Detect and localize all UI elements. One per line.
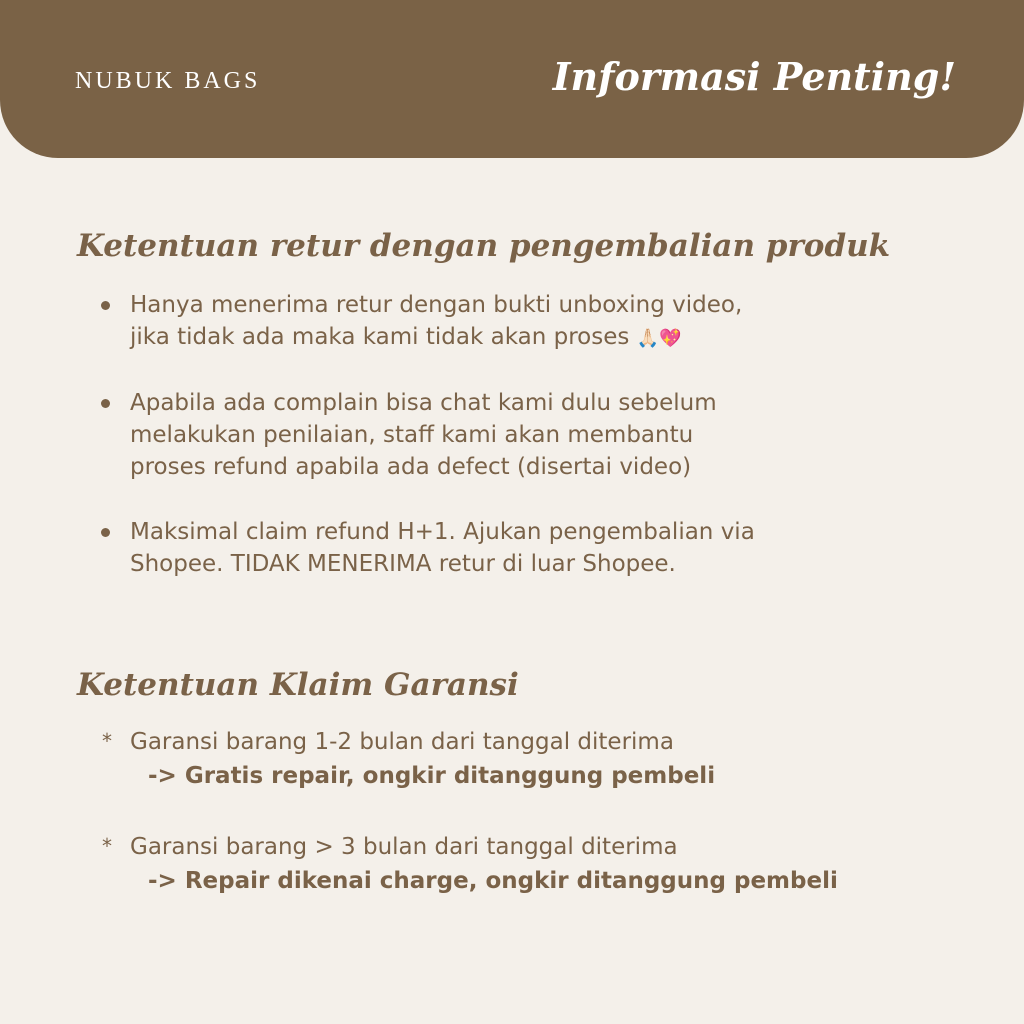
bullet-dot-icon — [101, 399, 110, 408]
warranty-condition: Garansi barang 1-2 bulan dari tanggal diterima — [130, 729, 674, 755]
warranty-terms: -> Repair dikenai charge, ongkir ditanggung pembeli — [148, 868, 838, 894]
rule-line: Shopee. TIDAK MENERIMA retur di luar Shopee. — [130, 551, 676, 577]
page-title: Informasi Penting! — [552, 54, 956, 99]
returns-rule — [130, 387, 950, 483]
warranty-item — [102, 830, 990, 898]
rule-line-text: jika tidak ada maka kami tidak akan proses — [130, 324, 630, 350]
returns-rule — [130, 289, 950, 355]
bullet-dot-icon — [101, 528, 110, 537]
returns-section-title: Ketentuan retur dengan pengembalian produk — [77, 228, 891, 264]
warranty-item — [102, 725, 990, 793]
header-banner — [0, 0, 1024, 158]
warranty-section-title: Ketentuan Klaim Garansi — [77, 667, 519, 703]
rule-line: melakukan penilaian, staff kami akan membantu — [130, 422, 694, 448]
asterisk-icon: * — [102, 729, 112, 753]
bullet-dot-icon — [101, 301, 110, 310]
rule-line: proses refund apabila ada defect (disertai video) — [130, 454, 692, 480]
pray-heart-emoji-icon: 🙏🏻💖 — [636, 328, 682, 349]
rule-line: Apabila ada complain bisa chat kami dulu sebelum — [130, 390, 717, 416]
warranty-condition: Garansi barang > 3 bulan dari tanggal diterima — [130, 834, 678, 860]
warranty-terms: -> Gratis repair, ongkir ditanggung pembeli — [148, 763, 716, 789]
rule-line-with-emoji — [130, 321, 950, 355]
rule-line: Maksimal claim refund H+1. Ajukan pengembalian via — [130, 519, 755, 545]
brand-logo: NUBUK BAGS — [75, 68, 261, 94]
asterisk-icon: * — [102, 834, 112, 858]
rule-line: Hanya menerima retur dengan bukti unboxing video, — [130, 292, 743, 318]
returns-rule — [130, 516, 950, 580]
